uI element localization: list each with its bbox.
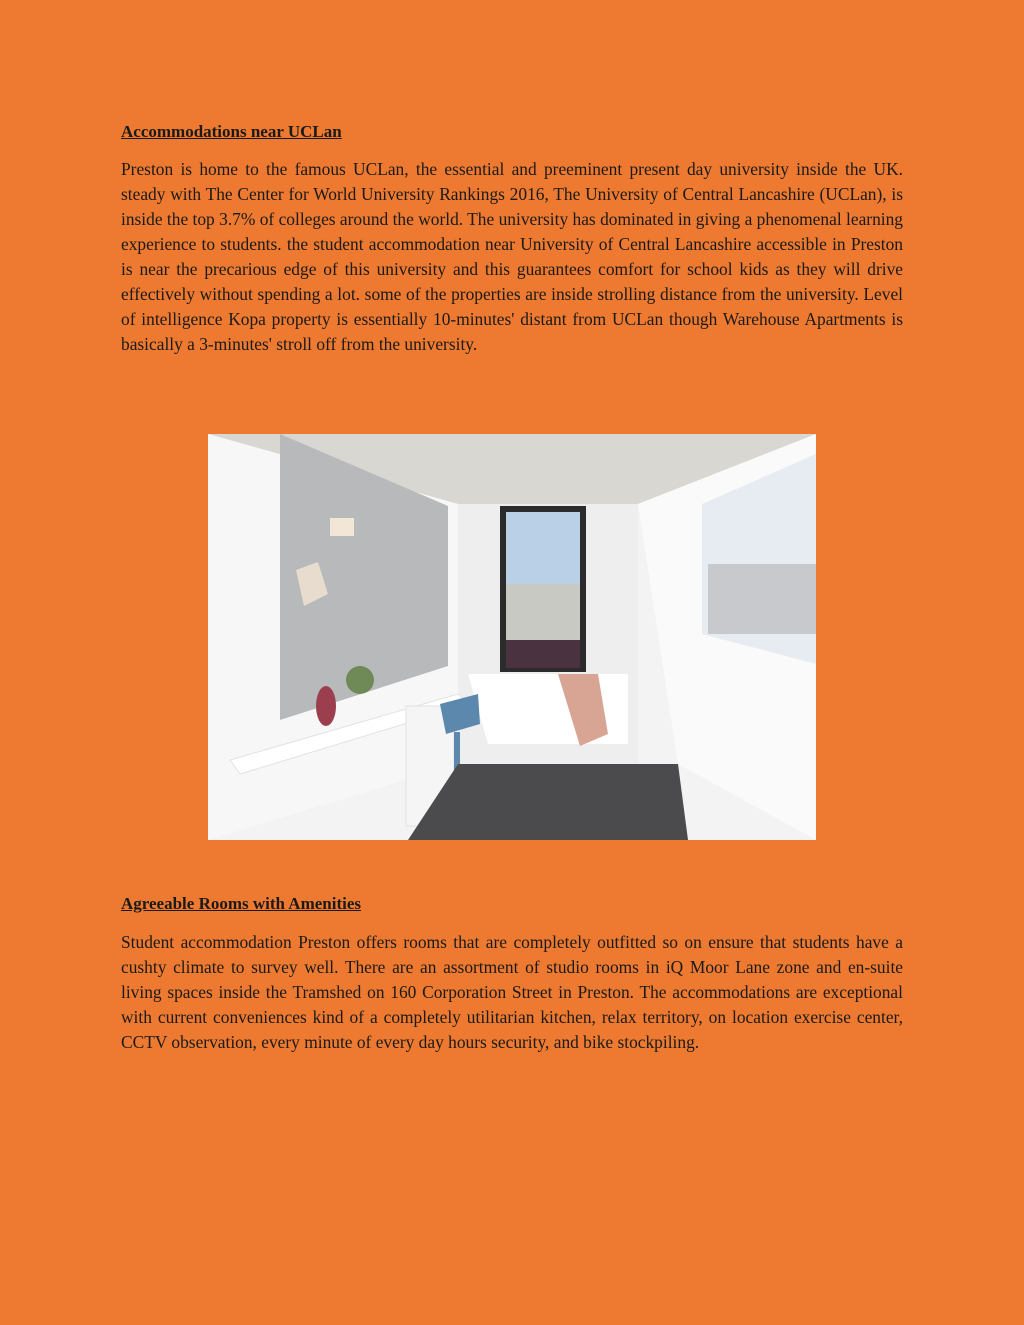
student-room-photo xyxy=(208,434,816,840)
section-body-accommodations: Preston is home to the famous UCLan, the essential and preeminent present day university inside the UK. steady with The Center for World University Rankings 2016, The University of Central Lancashire (UCLan), is inside the top 3.7% of colleges around the world. The university has dominated in giving a phenomenal learning experience to students. the student accommodation near University of Central Lancashire accessible in Preston is near the precarious edge of this university and this guarantees comfort for school kids as they will drive effectively without spending a lot. some of the properties are inside strolling distance from the university. Level of intelligence Kopa property is essentially 10-minutes' distant from UCLan though Warehouse Apartments is basically a 3-minutes' stroll off from the university. xyxy=(121,159,903,354)
section-heading-amenities: Agreeable Rooms with Amenities xyxy=(121,894,362,913)
room-illustration xyxy=(208,434,816,840)
section-heading-accommodations: Accommodations near UCLan xyxy=(121,122,342,141)
section-body-amenities: Student accommodation Preston offers rooms that are completely outfitted so on ensure that students have a cushty climate to survey well. There are an assortment of studio rooms in iQ Moor Lane zone and en-suite living spaces inside the Tramshed on 160 Corporation Street in Preston. The accommodations are exceptional with current conveniences kind of a completely utilitarian kitchen, relax territory, on location exercise center, CCTV observation, every minute of every day hours security, and bike stockpiling. xyxy=(121,932,903,1052)
